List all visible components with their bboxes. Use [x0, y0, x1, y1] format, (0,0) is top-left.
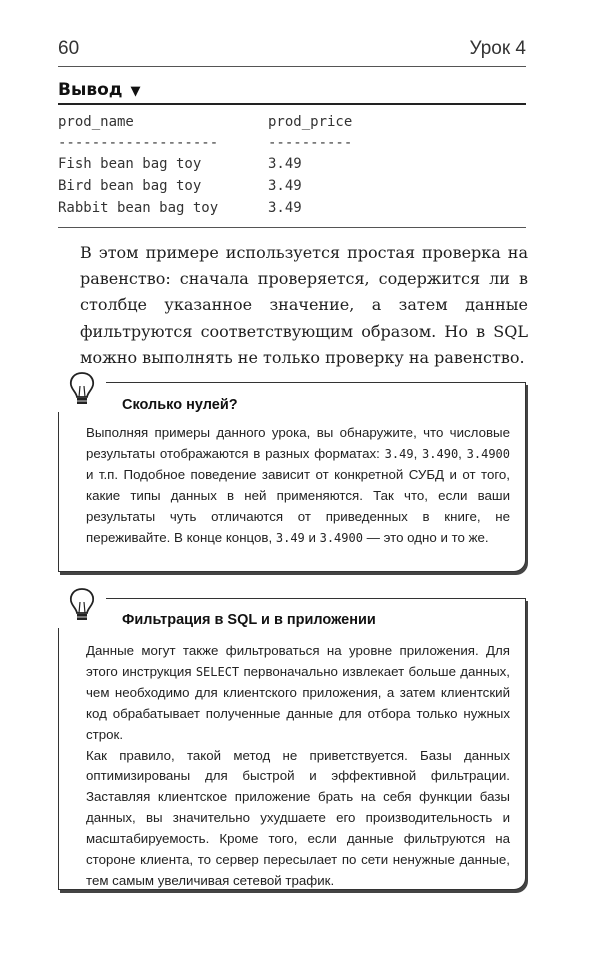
lightbulb-icon — [66, 586, 98, 624]
page-number: 60 — [58, 38, 80, 59]
output-rule-bottom — [58, 227, 526, 228]
note-paragraph: Как правило, такой метод не приветствуется. Базы данных оптимизированы для быстрой и эффективной фильтрации. Заставляя клиентское приложение брать на себя функции базы данных, вы значительно ухудшаете его производительность и масштабируемость. Кроме того, если данные фильтруются на стороне клиента, то сервер пересылает по сети ненужные данные, тем самым увеличивая сетевой трафик. — [86, 747, 510, 888]
note-title: Фильтрация в SQL и в приложении — [122, 612, 376, 628]
code-value: 3.490 — [422, 446, 459, 461]
row-price: 3.49 — [268, 178, 302, 194]
col-header-name: prod_name — [58, 114, 134, 130]
note-text: Выполняя примеры данного урока, вы обнаружите, что числовые результаты отображаются в разных форматах: — [86, 425, 510, 461]
lightbulb-icon — [66, 370, 98, 408]
code-value: 3.4900 — [319, 530, 363, 545]
body-paragraph: В этом примере используется простая проверка на равенство: сначала проверяется, содержится ли в столбце указанное значение, а затем данные фильтруются соответствующим образом. Но в SQL можно выполнять не только проверку на равенство. — [80, 243, 528, 367]
code-value: 3.49 — [384, 446, 414, 461]
row-name: Bird bean bag toy — [58, 178, 202, 194]
output-heading-label: Вывод — [58, 80, 123, 100]
code-value: 3.49 — [275, 530, 305, 545]
note-text: и — [304, 529, 320, 545]
lesson-label: Урок 4 — [469, 38, 526, 59]
note-text: первоначально извлекает больше данных, чем необходимо для клиентского приложения, а затем клиентский код обрабатывает полученные данные для отбора только нужных строк. — [86, 663, 510, 742]
note-text: Данные могут также фильтроваться на уровне приложения. Для этого инструкция — [86, 643, 510, 679]
row-price: 3.49 — [268, 200, 302, 216]
header-rule — [58, 66, 526, 67]
col-separator-name: ------------------- — [58, 135, 219, 151]
triangle-down-icon: ▼ — [130, 84, 141, 99]
code-value: 3.4900 — [466, 446, 511, 461]
code-keyword: SELECT — [195, 664, 240, 679]
col-header-price: prod_price — [268, 114, 353, 130]
output-heading — [58, 80, 141, 100]
row-price: 3.49 — [268, 156, 302, 172]
note-text: и т.п. Подобное поведение зависит от конкретной СУБД и от того, какие типы данных в ней применяются. Так что, если ваши результаты чуть отличаются от приведенных в книге, не переживайте. В конце концов, — [86, 466, 510, 545]
note-text: — это одно и то же. — [362, 529, 489, 545]
output-rule-top — [58, 103, 526, 105]
col-separator-price: ---------- — [268, 135, 353, 151]
note-body — [86, 641, 510, 892]
note-text: , — [458, 445, 467, 461]
note-paragraph — [86, 641, 510, 746]
row-name: Fish bean bag toy — [58, 156, 202, 172]
row-name: Rabbit bean bag toy — [58, 200, 219, 216]
note-text: , — [413, 445, 423, 461]
note-title: Сколько нулей? — [122, 397, 238, 413]
note-body — [86, 423, 510, 548]
